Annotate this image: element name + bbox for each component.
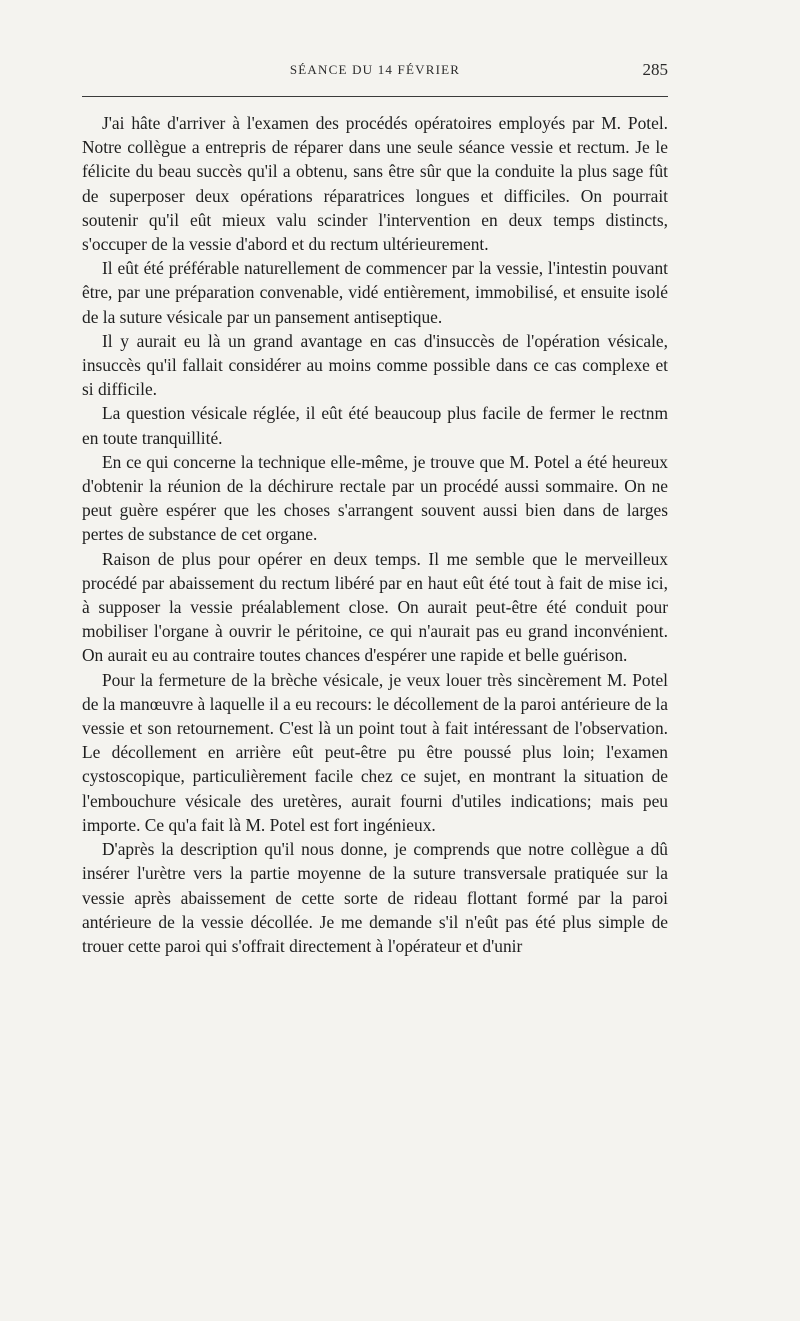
paragraph-1: J'ai hâte d'arriver à l'examen des procédés opératoires employés par M. Potel. Notre collègue a entrepris de réparer dans une seule séance vessie et rectum. Je le félicite du beau succès qu'il a obtenu, sans être sûr que la conduite la plus sage fût de superposer deux opérations réparatrices longues et difficiles. On pourrait soutenir qu'il eût mieux valu scinder l'intervention en deux temps distincts, s'occuper de la vessie d'abord et du rectum ultérieurement. <box>82 113 668 255</box>
paragraph-7: Pour la fermeture de la brèche vésicale, je veux louer très sincèrement M. Potel de la manœuvre à laquelle il a eu recours: le décollement de la paroi antérieure de la vessie et son retournement. C'est là un point tout à fait intéressant de l'observation. Le décollement en arrière eût peut-être pu être poussé plus loin; l'examen cystoscopique, particulièrement facile chez ce sujet, en montrant la situation de l'embouchure vésicale des uretères, aurait fourni d'utiles indications; mais peu importe. Ce qu'a fait là M. Potel est fort ingénieux. <box>82 669 668 835</box>
paragraph-3: Il y aurait eu là un grand avantage en cas d'insuccès de l'opération vésicale, insuccès qu'il fallait considérer au moins comme possible dans ce cas complexe et si difficile. <box>82 330 668 400</box>
paragraph-4: La question vésicale réglée, il eût été beaucoup plus facile de fermer le rectnm en toute tranquillité. <box>82 403 668 448</box>
paragraph-2: Il eût été préférable naturellement de commencer par la vessie, l'intestin pouvant être, par une préparation convenable, vidé entièrement, immobilisé, et ensuite isolé de la suture vésicale par un pansement antiseptique. <box>82 258 668 327</box>
header-rule <box>82 96 668 97</box>
running-head <box>82 60 668 84</box>
page-number: 285 <box>642 60 668 79</box>
paragraph-8: D'après la description qu'il nous donne, je comprends que notre collègue a dû insérer l'urètre vers la partie moyenne de la suture transversale pratiquée sur la vessie après abaissement de cette sorte de rideau flottant formé par la paroi antérieure de la vessie décollée. Je me demande s'il n'eût pas été plus simple de trouer cette paroi qui s'offrait directement à l'opérateur et d'unir <box>82 839 668 956</box>
body-text <box>82 111 668 958</box>
paragraph-5: En ce qui concerne la technique elle-même, je trouve que M. Potel a été heureux d'obtenir la réunion de la déchirure rectale par un procédé aussi sommaire. On ne peut guère espérer que les choses s'arrangent souvent aussi bien dans de larges pertes de substance de cet organe. <box>82 451 668 545</box>
running-head-title: SÉANCE DU 14 FÉVRIER <box>289 62 461 77</box>
paragraph-6: Raison de plus pour opérer en deux temps. Il me semble que le merveilleux procédé par abaissement du rectum libéré par en haut eût été tout à fait de mise ici, à supposer la vessie préalablement close. On aurait peut-être été conduit pour mobiliser l'organe à ouvrir le péritoine, ce qui n'aurait pas eu grand inconvénient. On aurait eu au contraire toutes chances d'espérer une rapide et belle guérison. <box>82 548 668 666</box>
